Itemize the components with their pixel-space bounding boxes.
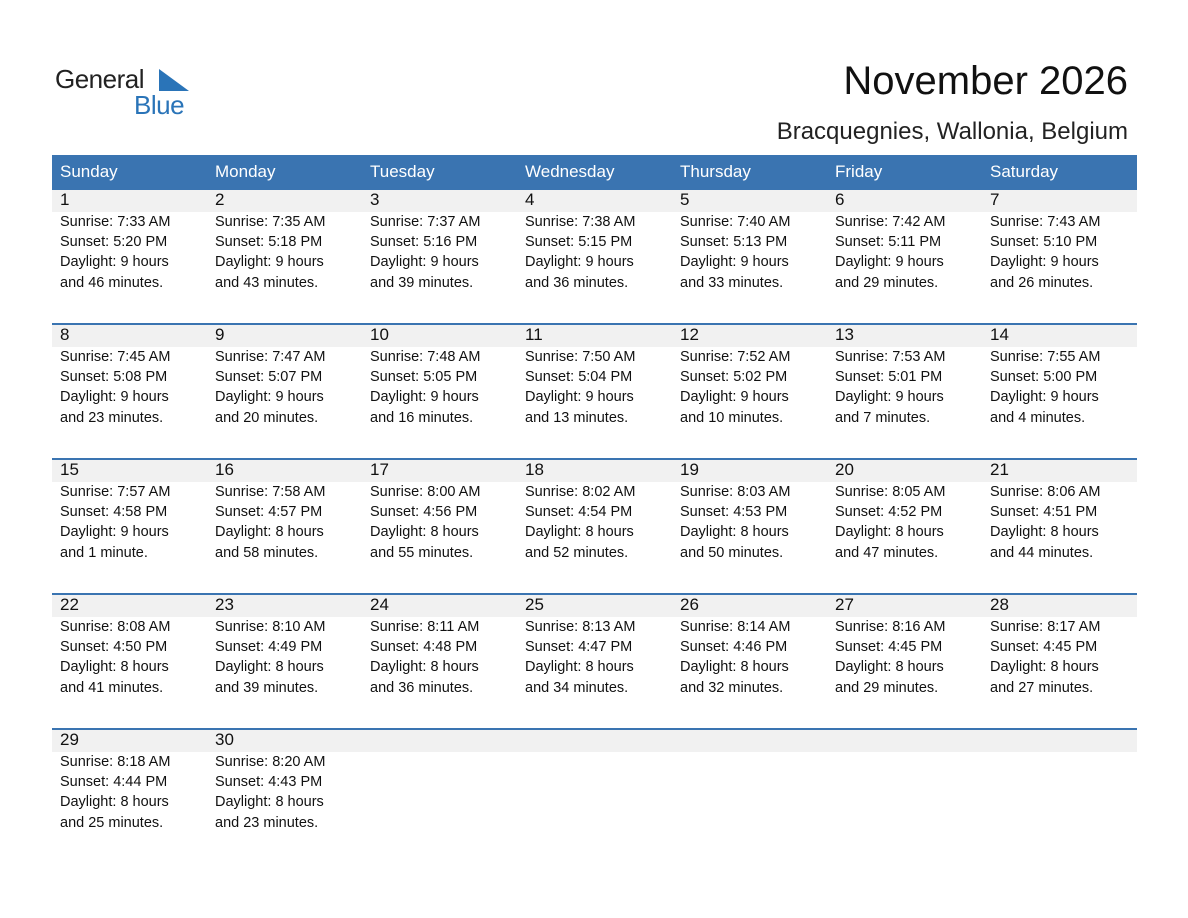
daylight-minutes: and 52 minutes. xyxy=(525,544,629,561)
sunset-time: Sunset: 4:53 PM xyxy=(680,504,788,521)
sunset-time: Sunset: 4:45 PM xyxy=(835,639,943,656)
daylight-minutes: and 47 minutes. xyxy=(835,544,939,561)
day-cell xyxy=(982,460,1137,563)
daylight-minutes: and 1 minute. xyxy=(60,544,148,561)
sunrise-time: Sunrise: 7:38 AM xyxy=(525,214,636,230)
day-number: 7 xyxy=(990,190,1000,209)
sunset-time: Sunset: 4:50 PM xyxy=(60,639,168,656)
daylight-minutes: and 29 minutes. xyxy=(835,679,939,696)
daylight-hours: Daylight: 9 hours xyxy=(835,254,944,271)
week-days xyxy=(52,595,1137,698)
sunset-time: Sunset: 4:51 PM xyxy=(990,504,1098,521)
day-number: 17 xyxy=(370,460,389,479)
daylight-hours: Daylight: 9 hours xyxy=(215,254,324,271)
daylight-hours: Daylight: 8 hours xyxy=(835,524,944,541)
location-subtitle: Bracquegnies, Wallonia, Belgium xyxy=(776,118,1128,145)
daylight-hours: Daylight: 8 hours xyxy=(680,524,789,541)
weekday-monday: Monday xyxy=(215,162,276,181)
daylight-minutes: and 36 minutes. xyxy=(370,679,474,696)
day-number: 8 xyxy=(60,325,70,344)
daylight-hours: Daylight: 9 hours xyxy=(370,254,479,271)
sunset-time: Sunset: 4:46 PM xyxy=(680,639,788,656)
logo-word-general: General xyxy=(55,64,144,94)
daylight-hours: Daylight: 9 hours xyxy=(60,524,169,541)
week-days xyxy=(52,325,1137,428)
day-cell xyxy=(207,595,362,698)
calendar-week xyxy=(52,188,1137,323)
sunrise-time: Sunrise: 7:43 AM xyxy=(990,214,1101,230)
logo-word-blue: Blue xyxy=(134,90,185,120)
daylight-minutes: and 26 minutes. xyxy=(990,274,1094,291)
sunset-time: Sunset: 4:48 PM xyxy=(370,639,478,656)
sunset-time: Sunset: 4:57 PM xyxy=(215,504,323,521)
daylight-hours: Daylight: 9 hours xyxy=(525,254,634,271)
weekday-thursday: Thursday xyxy=(680,162,751,181)
sunset-time: Sunset: 4:44 PM xyxy=(60,774,168,791)
daylight-minutes: and 27 minutes. xyxy=(990,679,1094,696)
day-number: 22 xyxy=(60,595,79,614)
day-cell xyxy=(52,325,207,428)
day-cell xyxy=(827,325,982,428)
calendar-weeks xyxy=(52,188,1137,863)
daylight-minutes: and 41 minutes. xyxy=(60,679,164,696)
day-number: 13 xyxy=(835,325,854,344)
daylight-hours: Daylight: 9 hours xyxy=(680,254,789,271)
day-cell xyxy=(982,325,1137,428)
calendar-week xyxy=(52,323,1137,458)
day-number: 24 xyxy=(370,595,389,614)
sunrise-time: Sunrise: 7:57 AM xyxy=(60,484,171,500)
daylight-hours: Daylight: 8 hours xyxy=(215,524,324,541)
weekday-saturday: Saturday xyxy=(990,162,1059,181)
day-cell xyxy=(827,190,982,293)
sunrise-time: Sunrise: 7:58 AM xyxy=(215,484,326,500)
day-number: 23 xyxy=(215,595,234,614)
daylight-hours: Daylight: 9 hours xyxy=(525,389,634,406)
logo xyxy=(55,64,205,120)
daylight-minutes: and 55 minutes. xyxy=(370,544,474,561)
day-cell xyxy=(517,460,672,563)
sunrise-time: Sunrise: 8:03 AM xyxy=(680,484,791,500)
day-number: 9 xyxy=(215,325,225,344)
sunset-time: Sunset: 4:58 PM xyxy=(60,504,168,521)
weekday-sunday: Sunday xyxy=(60,162,118,181)
sunset-time: Sunset: 4:49 PM xyxy=(215,639,323,656)
daylight-minutes: and 10 minutes. xyxy=(680,409,784,426)
sunset-time: Sunset: 5:04 PM xyxy=(525,369,633,386)
daylight-hours: Daylight: 8 hours xyxy=(525,524,634,541)
day-number: 26 xyxy=(680,595,699,614)
day-number: 5 xyxy=(680,190,690,209)
calendar xyxy=(52,155,1137,863)
sunset-time: Sunset: 5:10 PM xyxy=(990,234,1098,251)
daylight-hours: Daylight: 8 hours xyxy=(370,524,479,541)
daylight-hours: Daylight: 8 hours xyxy=(370,659,479,676)
daylight-hours: Daylight: 9 hours xyxy=(60,389,169,406)
sunset-time: Sunset: 5:08 PM xyxy=(60,369,168,386)
day-cell xyxy=(52,190,207,293)
day-cell xyxy=(517,190,672,293)
weekday-wednesday: Wednesday xyxy=(525,162,615,181)
day-number: 30 xyxy=(215,730,234,749)
sunrise-time: Sunrise: 8:13 AM xyxy=(525,619,636,635)
daylight-hours: Daylight: 8 hours xyxy=(990,659,1099,676)
sunrise-time: Sunrise: 7:42 AM xyxy=(835,214,946,230)
page-title: November 2026 xyxy=(843,59,1128,103)
daylight-minutes: and 34 minutes. xyxy=(525,679,629,696)
sunrise-time: Sunrise: 8:17 AM xyxy=(990,619,1101,635)
day-number: 2 xyxy=(215,190,225,209)
sunset-time: Sunset: 5:13 PM xyxy=(680,234,788,251)
day-number: 4 xyxy=(525,190,535,209)
sunset-time: Sunset: 5:05 PM xyxy=(370,369,478,386)
daylight-minutes: and 58 minutes. xyxy=(215,544,319,561)
day-number: 21 xyxy=(990,460,1009,479)
daylight-minutes: and 23 minutes. xyxy=(215,814,319,831)
daylight-minutes: and 13 minutes. xyxy=(525,409,629,426)
daylight-hours: Daylight: 8 hours xyxy=(680,659,789,676)
daylight-hours: Daylight: 9 hours xyxy=(680,389,789,406)
day-number: 16 xyxy=(215,460,234,479)
sunrise-time: Sunrise: 8:06 AM xyxy=(990,484,1101,500)
daylight-hours: Daylight: 8 hours xyxy=(60,659,169,676)
sunset-time: Sunset: 4:47 PM xyxy=(525,639,633,656)
daylight-hours: Daylight: 9 hours xyxy=(215,389,324,406)
day-cell xyxy=(207,325,362,428)
sunrise-time: Sunrise: 8:20 AM xyxy=(215,754,326,770)
sunrise-time: Sunrise: 7:48 AM xyxy=(370,349,481,365)
daylight-minutes: and 50 minutes. xyxy=(680,544,784,561)
day-cell xyxy=(207,190,362,293)
sunset-time: Sunset: 5:00 PM xyxy=(990,369,1098,386)
day-cell xyxy=(362,460,517,563)
daylight-minutes: and 25 minutes. xyxy=(60,814,164,831)
day-cell xyxy=(517,595,672,698)
daylight-hours: Daylight: 8 hours xyxy=(215,794,324,811)
sunrise-time: Sunrise: 7:40 AM xyxy=(680,214,791,230)
daylight-hours: Daylight: 9 hours xyxy=(990,389,1099,406)
daylight-minutes: and 4 minutes. xyxy=(990,409,1086,426)
daylight-minutes: and 7 minutes. xyxy=(835,409,931,426)
day-cell xyxy=(982,595,1137,698)
day-cell xyxy=(827,595,982,698)
sunrise-time: Sunrise: 7:47 AM xyxy=(215,349,326,365)
sunset-time: Sunset: 5:20 PM xyxy=(60,234,168,251)
day-number: 15 xyxy=(60,460,79,479)
day-cell xyxy=(672,325,827,428)
day-cell xyxy=(52,460,207,563)
day-number: 27 xyxy=(835,595,854,614)
daylight-hours: Daylight: 9 hours xyxy=(990,254,1099,271)
day-number: 20 xyxy=(835,460,854,479)
daylight-hours: Daylight: 8 hours xyxy=(525,659,634,676)
sunset-time: Sunset: 5:15 PM xyxy=(525,234,633,251)
daylight-minutes: and 43 minutes. xyxy=(215,274,319,291)
daylight-minutes: and 36 minutes. xyxy=(525,274,629,291)
daylight-minutes: and 46 minutes. xyxy=(60,274,164,291)
day-number: 6 xyxy=(835,190,845,209)
day-cell xyxy=(982,190,1137,293)
sunset-time: Sunset: 5:18 PM xyxy=(215,234,323,251)
sunset-time: Sunset: 4:52 PM xyxy=(835,504,943,521)
sunrise-time: Sunrise: 8:14 AM xyxy=(680,619,791,635)
sunset-time: Sunset: 4:56 PM xyxy=(370,504,478,521)
day-number: 3 xyxy=(370,190,380,209)
day-cell xyxy=(827,460,982,563)
sunset-time: Sunset: 4:43 PM xyxy=(215,774,323,791)
day-cell xyxy=(207,460,362,563)
sunset-time: Sunset: 5:11 PM xyxy=(835,234,942,251)
day-number: 18 xyxy=(525,460,544,479)
sunrise-time: Sunrise: 7:50 AM xyxy=(525,349,636,365)
daylight-hours: Daylight: 8 hours xyxy=(990,524,1099,541)
sunrise-time: Sunrise: 7:37 AM xyxy=(370,214,481,230)
sunset-time: Sunset: 5:07 PM xyxy=(215,369,323,386)
sunrise-time: Sunrise: 7:35 AM xyxy=(215,214,326,230)
daylight-minutes: and 39 minutes. xyxy=(370,274,474,291)
daylight-hours: Daylight: 9 hours xyxy=(60,254,169,271)
day-cell xyxy=(207,730,362,833)
sunrise-time: Sunrise: 7:53 AM xyxy=(835,349,946,365)
week-days xyxy=(52,190,1137,293)
sunset-time: Sunset: 5:01 PM xyxy=(835,369,943,386)
day-number: 25 xyxy=(525,595,544,614)
sunset-time: Sunset: 4:54 PM xyxy=(525,504,633,521)
logo-triangle-icon xyxy=(159,69,189,91)
sunrise-time: Sunrise: 7:55 AM xyxy=(990,349,1101,365)
daylight-minutes: and 29 minutes. xyxy=(835,274,939,291)
daylight-hours: Daylight: 8 hours xyxy=(215,659,324,676)
calendar-week xyxy=(52,458,1137,593)
weekday-friday: Friday xyxy=(835,162,883,181)
daylight-hours: Daylight: 9 hours xyxy=(835,389,944,406)
day-cell xyxy=(362,190,517,293)
sunrise-time: Sunrise: 7:33 AM xyxy=(60,214,171,230)
sunrise-time: Sunrise: 8:05 AM xyxy=(835,484,946,500)
day-number: 28 xyxy=(990,595,1009,614)
weekday-header xyxy=(52,155,1137,188)
week-days xyxy=(52,730,362,833)
sunrise-time: Sunrise: 8:18 AM xyxy=(60,754,171,770)
daylight-minutes: and 23 minutes. xyxy=(60,409,164,426)
sunrise-time: Sunrise: 8:11 AM xyxy=(370,619,480,635)
sunrise-time: Sunrise: 8:16 AM xyxy=(835,619,946,635)
daylight-minutes: and 20 minutes. xyxy=(215,409,319,426)
day-number: 29 xyxy=(60,730,79,749)
daylight-hours: Daylight: 8 hours xyxy=(60,794,169,811)
day-number: 10 xyxy=(370,325,389,344)
daylight-minutes: and 44 minutes. xyxy=(990,544,1094,561)
day-cell xyxy=(52,595,207,698)
day-number: 14 xyxy=(990,325,1009,344)
day-cell xyxy=(52,730,207,833)
sunrise-time: Sunrise: 7:45 AM xyxy=(60,349,171,365)
sunrise-time: Sunrise: 8:00 AM xyxy=(370,484,481,500)
daylight-hours: Daylight: 9 hours xyxy=(370,389,479,406)
day-cell xyxy=(362,595,517,698)
daylight-hours: Daylight: 8 hours xyxy=(835,659,944,676)
day-number: 19 xyxy=(680,460,699,479)
calendar-week xyxy=(52,728,1137,863)
week-days xyxy=(52,460,1137,563)
daylight-minutes: and 39 minutes. xyxy=(215,679,319,696)
calendar-week xyxy=(52,593,1137,728)
day-number: 12 xyxy=(680,325,699,344)
day-number: 11 xyxy=(525,325,543,344)
daylight-minutes: and 16 minutes. xyxy=(370,409,474,426)
day-cell xyxy=(517,325,672,428)
sunrise-time: Sunrise: 7:52 AM xyxy=(680,349,791,365)
sunset-time: Sunset: 5:16 PM xyxy=(370,234,478,251)
day-cell xyxy=(672,460,827,563)
day-number: 1 xyxy=(60,190,70,209)
day-cell xyxy=(672,190,827,293)
day-cell xyxy=(362,325,517,428)
sunset-time: Sunset: 5:02 PM xyxy=(680,369,788,386)
sunrise-time: Sunrise: 8:08 AM xyxy=(60,619,171,635)
day-cell xyxy=(672,595,827,698)
sunrise-time: Sunrise: 8:10 AM xyxy=(215,619,326,635)
weekday-tuesday: Tuesday xyxy=(370,162,435,181)
sunrise-time: Sunrise: 8:02 AM xyxy=(525,484,636,500)
daylight-minutes: and 32 minutes. xyxy=(680,679,784,696)
sunset-time: Sunset: 4:45 PM xyxy=(990,639,1098,656)
daylight-minutes: and 33 minutes. xyxy=(680,274,784,291)
